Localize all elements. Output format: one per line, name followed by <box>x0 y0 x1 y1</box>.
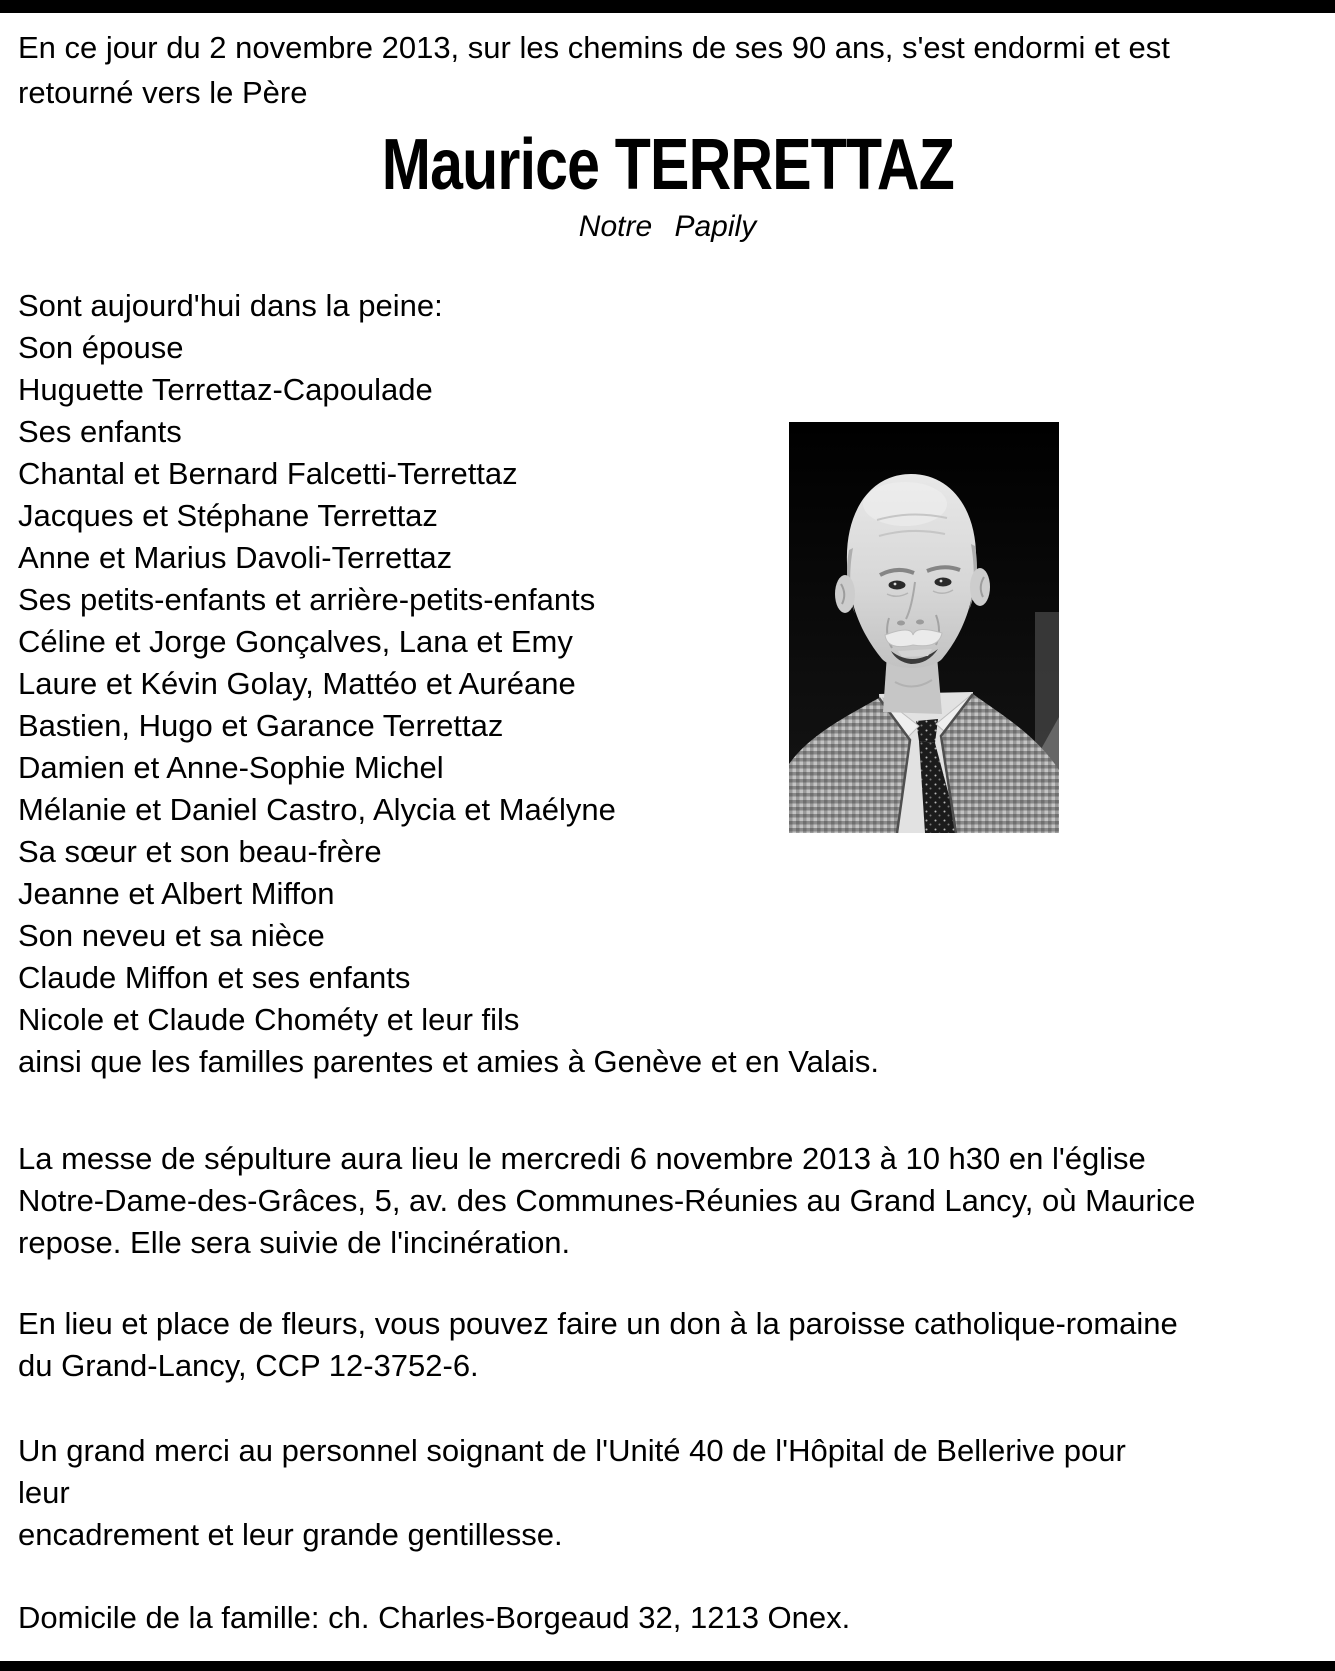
domicile-line: Domicile de la famille: ch. Charles-Borgeaud 32, 1213 Onex. <box>18 1600 851 1635</box>
mourner-line: Bastien, Hugo et Garance Terrettaz <box>18 708 504 743</box>
bottom-bar <box>0 1661 1335 1671</box>
funeral-line: repose. Elle sera suivie de l'incinération. <box>18 1225 571 1260</box>
mourner-line: Jeanne et Albert Miffon <box>18 876 335 911</box>
mourner-line: Céline et Jorge Gonçalves, Lana et Emy <box>18 624 573 659</box>
mourner-line: Huguette Terrettaz-Capoulade <box>18 372 433 407</box>
mourner-line: ainsi que les familles parentes et amies à Genève et en Valais. <box>18 1044 880 1079</box>
deceased-name-row <box>18 123 1317 207</box>
donation-line: En lieu et place de fleurs, vous pouvez faire un don à la paroisse catholique-romaine <box>18 1306 1178 1341</box>
top-bar <box>0 0 1335 13</box>
mourner-line: Anne et Marius Davoli-Terrettaz <box>18 540 453 575</box>
mourner-line: Mélanie et Daniel Castro, Alycia et Maélyne <box>18 792 616 827</box>
thanks-paragraph <box>18 1430 1317 1556</box>
mourners-list <box>18 285 1317 1083</box>
mourner-line: Claude Miffon et ses enfants <box>18 960 411 995</box>
funeral-line: La messe de sépulture aura lieu le mercredi 6 novembre 2013 à 10 h30 en l'église <box>18 1141 1146 1176</box>
mourner-line: Chantal et Bernard Falcetti-Terrettaz <box>18 456 518 491</box>
mourner-line: Nicole et Claude Chométy et leur fils <box>18 1002 520 1037</box>
mourner-line: Ses petits-enfants et arrière-petits-enfants <box>18 582 596 617</box>
donation-line: du Grand-Lancy, CCP 12-3752-6. <box>18 1348 479 1383</box>
thanks-line: Un grand merci au personnel soignant de l'Unité 40 de l'Hôpital de Bellerive pour <box>18 1433 1126 1468</box>
obituary-document <box>0 25 1335 1639</box>
portrait-illustration <box>789 422 1059 833</box>
mourner-line: Son épouse <box>18 330 184 365</box>
thanks-line: leur <box>18 1475 70 1510</box>
mourner-line: Sont aujourd'hui dans la peine: <box>18 288 443 323</box>
funeral-paragraph <box>18 1138 1317 1264</box>
nickname-subtitle: Notre Papily <box>578 210 757 243</box>
mourner-line: Laure et Kévin Golay, Mattéo et Auréane <box>18 666 576 701</box>
mourner-line: Son neveu et sa nièce <box>18 918 325 953</box>
mourner-line: Ses enfants <box>18 414 182 449</box>
mourner-line: Damien et Anne-Sophie Michel <box>18 750 444 785</box>
portrait-photo <box>789 422 1059 833</box>
mourner-line: Jacques et Stéphane Terrettaz <box>18 498 438 533</box>
thanks-line: encadrement et leur grande gentillesse. <box>18 1517 563 1552</box>
mourner-line: Sa sœur et son beau-frère <box>18 834 382 869</box>
intro-paragraph <box>18 25 1317 115</box>
domicile-paragraph <box>18 1597 1317 1639</box>
intro-line: retourné vers le Père <box>18 75 308 110</box>
intro-line: En ce jour du 2 novembre 2013, sur les chemins de ses 90 ans, s'est endormi et est <box>18 30 1170 65</box>
donation-paragraph <box>18 1303 1317 1387</box>
deceased-name: Maurice TERRETTAZ <box>381 125 954 205</box>
funeral-line: Notre-Dame-des-Grâces, 5, av. des Communes-Réunies au Grand Lancy, où Maurice <box>18 1183 1196 1218</box>
